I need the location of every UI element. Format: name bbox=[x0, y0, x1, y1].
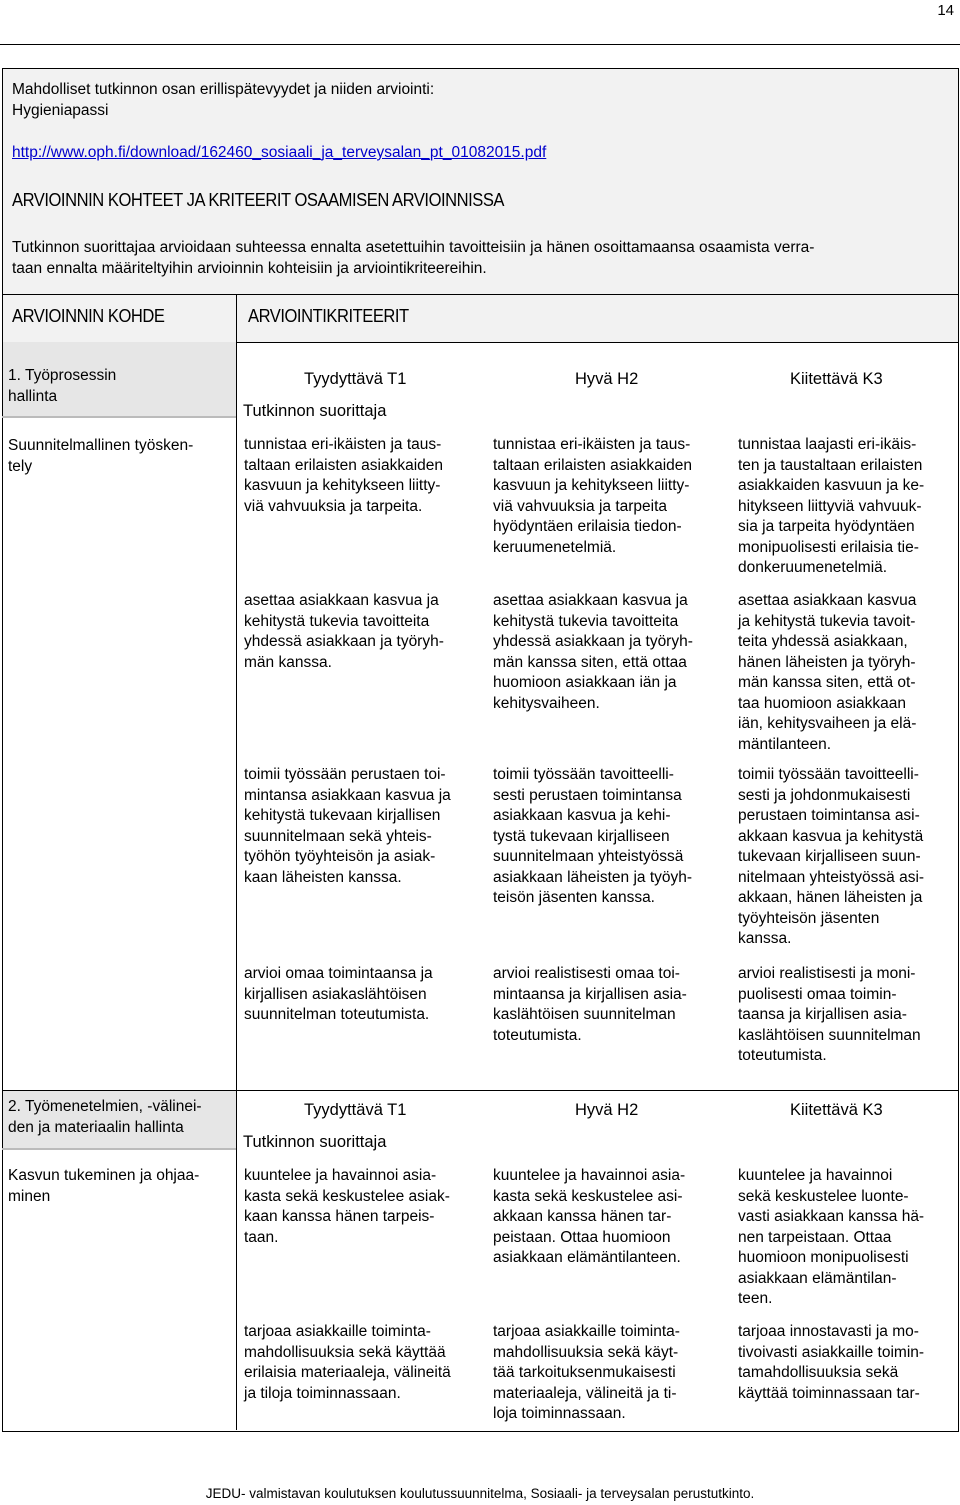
criteria-line-k3: arvioi realistisesti ja moni- bbox=[738, 965, 916, 982]
criteria-line-k3: taa huomioon asiakkaan bbox=[738, 694, 907, 712]
criteria-line-t1: tarjoaa asiakkaille toiminta- bbox=[244, 1323, 431, 1340]
performer-label: Tutkinnon suorittaja bbox=[243, 402, 387, 420]
column-header-target: ARVIOINNIN KOHDE bbox=[12, 306, 165, 326]
criteria-line-t1: kirjallisen asiakaslähtöisen bbox=[244, 985, 427, 1003]
level-t1: Tyydyttävä T1 bbox=[304, 370, 407, 388]
criteria-line-h2: kasvuun ja kehitykseen liitty- bbox=[493, 477, 690, 494]
section-2-head-rule bbox=[2, 1148, 236, 1150]
criteria-line-h2: tää tarkoituksenmukaisesti bbox=[493, 1364, 676, 1381]
intro-paragraph-line-2: taan ennalta määriteltyihin arvioinnin kohteisiin ja arviointikriteereihin. bbox=[12, 260, 487, 277]
criteria-line-t1: kaan läheisten kanssa. bbox=[244, 868, 402, 886]
criteria-line-t1: mintansa asiakkaan kasvua ja bbox=[244, 786, 451, 804]
criteria-line-t1: kaan kanssa hänen tarpeis- bbox=[244, 1208, 435, 1225]
page-number: 14 bbox=[937, 2, 954, 19]
criteria-line-k3: puolisesti omaa toimin- bbox=[738, 985, 897, 1003]
criteria-line-h2: kuuntelee ja havainnoi asia- bbox=[493, 1167, 686, 1184]
criteria-line-h2: asiakkaan kasvua ja kehi- bbox=[493, 807, 671, 824]
criteria-line-h2: materiaaleja, välineitä ja ti- bbox=[493, 1384, 677, 1402]
level-h2: Hyvä H2 bbox=[575, 370, 639, 388]
section-1-title-line-1: 1. Työprosessin bbox=[8, 367, 117, 384]
column-header-criteria: ARVIOINTIKRITEERIT bbox=[248, 306, 409, 326]
criteria-line-h2: tarjoaa asiakkaille toiminta- bbox=[493, 1323, 680, 1340]
criteria-line-k3: sekä keskustelee luonte- bbox=[738, 1187, 909, 1205]
section-2-title-line-1: 2. Työmenetelmien, -välinei- bbox=[8, 1098, 202, 1115]
criteria-line-k3: akkaan kasvua ja kehitystä bbox=[738, 827, 924, 845]
level-k3: Kiitettävä K3 bbox=[790, 370, 883, 388]
criteria-line-h2: mahdollisuuksia sekä käyt- bbox=[493, 1343, 679, 1361]
criteria-line-h2: tunnistaa eri-ikäisten ja taus- bbox=[493, 436, 691, 453]
section-2-sub-line-1: Kasvun tukeminen ja ohjaa- bbox=[8, 1167, 200, 1184]
criteria-line-t1: kasvuun ja kehitykseen liitty- bbox=[244, 477, 441, 494]
criteria-line-h2: män kanssa siten, että ottaa bbox=[493, 653, 687, 671]
criteria-line-k3: asiakkaan elämäntilan- bbox=[738, 1269, 897, 1287]
criteria-line-t1: män kanssa. bbox=[244, 653, 332, 671]
criteria-line-k3: kanssa. bbox=[738, 930, 792, 947]
section-1-sub-line-1: Suunnitelmallinen työsken- bbox=[8, 437, 194, 454]
criteria-line-h2: toimii työssään tavoitteelli- bbox=[493, 766, 674, 783]
criteria-line-k3: asiakkaiden kasvuun ja ke- bbox=[738, 477, 925, 494]
criteria-line-k3: toteutumista. bbox=[738, 1047, 827, 1064]
criteria-line-k3: ten ja taustaltaan erilaisten bbox=[738, 456, 923, 474]
criteria-line-h2: taltaan erilaisten asiakkaiden bbox=[493, 456, 693, 474]
criteria-line-t1: taltaan erilaisten asiakkaiden bbox=[244, 456, 444, 474]
criteria-line-h2: kehitystä tukevia tavoitteita bbox=[493, 612, 679, 630]
criteria-line-k3: vasti asiakkaan kanssa hä- bbox=[738, 1208, 925, 1225]
criteria-line-t1: erilaisia materiaaleja, välineitä bbox=[244, 1364, 451, 1381]
header-rule bbox=[0, 44, 960, 45]
criteria-line-k3: mäntilanteen. bbox=[738, 735, 832, 753]
criteria-line-t1: taan. bbox=[244, 1228, 279, 1246]
level-t1-s2: Tyydyttävä T1 bbox=[304, 1101, 407, 1119]
criteria-line-k3: taansa ja kirjallisen asia- bbox=[738, 1006, 907, 1023]
criteria-line-t1: tunnistaa eri-ikäisten ja taus- bbox=[244, 436, 442, 453]
criteria-line-t1: suunnitelmaan sekä yhteis- bbox=[244, 827, 432, 845]
criteria-line-k3: iän, kehitysvaiheen ja elä- bbox=[738, 715, 917, 732]
section-2-title-line-2: den ja materiaalin hallinta bbox=[8, 1119, 184, 1136]
criteria-line-k3: sia ja tarpeita hyödyntäen bbox=[738, 518, 915, 535]
header-row-rule bbox=[2, 294, 959, 295]
level-h2-s2: Hyvä H2 bbox=[575, 1101, 639, 1119]
criteria-line-k3: asettaa asiakkaan kasvua bbox=[738, 592, 917, 609]
criteria-line-h2: kehitysvaiheen. bbox=[493, 694, 600, 712]
criteria-line-t1: toimii työssään perustaen toi- bbox=[244, 766, 446, 783]
criteria-line-h2: arvioi realistisesti omaa toi- bbox=[493, 965, 680, 982]
criteria-line-h2: hyödyntäen erilaisia tiedon- bbox=[493, 518, 682, 535]
section-1-head-rule bbox=[2, 416, 236, 418]
criteria-line-k3: tivoivasti asiakkaille toimin- bbox=[738, 1343, 925, 1361]
performer-label-s2: Tutkinnon suorittaja bbox=[243, 1133, 387, 1151]
header-divider bbox=[236, 294, 237, 341]
criteria-line-t1: yhdessä asiakkaan ja työryh- bbox=[244, 633, 444, 650]
criteria-line-k3: teita yhdessä asiakkaan, bbox=[738, 633, 908, 650]
criteria-line-h2: mintaansa ja kirjallisen asia- bbox=[493, 985, 687, 1003]
criteria-line-h2: kaslähtöisen suunnitelman bbox=[493, 1006, 676, 1023]
criteria-line-h2: asiakkaan läheisten ja työyh- bbox=[493, 868, 693, 886]
criteria-line-h2: yhdessä asiakkaan ja työryh- bbox=[493, 633, 693, 650]
criteria-line-h2: tystä tukevaan kirjalliseen bbox=[493, 827, 670, 845]
criteria-line-k3: kuuntelee ja havainnoi bbox=[738, 1167, 893, 1184]
criteria-line-k3: perustaen toimintansa asi- bbox=[738, 807, 920, 824]
criteria-line-k3: män kanssa siten, että ot- bbox=[738, 674, 916, 691]
criteria-line-t1: kuuntelee ja havainnoi asia- bbox=[244, 1167, 437, 1184]
level-k3-s2: Kiitettävä K3 bbox=[790, 1101, 883, 1119]
criteria-line-h2: suunnitelmaan yhteistyössä bbox=[493, 848, 684, 865]
criteria-line-h2: toteutumista. bbox=[493, 1026, 582, 1044]
intro-paragraph-line-1: Tutkinnon suorittajaa arvioidaan suhteessa ennalta asetettuihin tavoitteisiin ja hänen osoittamaansa osaamista verra- bbox=[12, 239, 815, 256]
document-link[interactable]: http://www.oph.fi/download/162460_sosiaali_ja_terveysalan_pt_01082015.pdf bbox=[12, 144, 547, 161]
criteria-line-h2: sesti perustaen toimintansa bbox=[493, 786, 682, 804]
criteria-line-h2: teisön jäsenten kanssa. bbox=[493, 889, 655, 906]
criteria-line-k3: monipuolisesti erilaisia tie- bbox=[738, 538, 919, 556]
criteria-line-k3: tukevaan kirjalliseen suun- bbox=[738, 848, 921, 865]
criteria-line-t1: kehitystä tukevaan kirjallisen bbox=[244, 807, 441, 824]
criteria-line-k3: donkeruumenetelmiä. bbox=[738, 559, 888, 576]
criteria-line-h2: viä vahvuuksia ja tarpeita bbox=[493, 497, 668, 515]
criteria-line-k3: työyhteisön jäsenten bbox=[738, 909, 880, 927]
criteria-line-t1: mahdollisuuksia sekä käyttää bbox=[244, 1343, 446, 1361]
criteria-line-h2: akkaan kanssa hänen tar- bbox=[493, 1208, 672, 1225]
criteria-line-k3: kaslähtöisen suunnitelman bbox=[738, 1026, 921, 1044]
criteria-line-k3: tarjoaa innostavasti ja mo- bbox=[738, 1323, 919, 1340]
criteria-line-t1: ja tiloja toiminnassaan. bbox=[244, 1384, 401, 1402]
section-1-title-line-2: hallinta bbox=[8, 388, 58, 405]
criteria-line-h2: asiakkaan elämäntilanteen. bbox=[493, 1249, 681, 1266]
criteria-line-k3: huomioon monipuolisesti bbox=[738, 1249, 909, 1266]
criteria-line-k3: tamahdollisuuksia sekä bbox=[738, 1364, 899, 1381]
criteria-line-t1: kehitystä tukevia tavoitteita bbox=[244, 612, 430, 630]
criteria-line-t1: asettaa asiakkaan kasvua ja bbox=[244, 592, 439, 609]
criteria-line-k3: nen tarpeistaan. Ottaa bbox=[738, 1228, 892, 1246]
criteria-line-k3: sesti ja johdonmukaisesti bbox=[738, 786, 911, 804]
criteria-line-k3: käyttää toiminnassaan tar- bbox=[738, 1384, 920, 1402]
criteria-line-k3: nitelmaan yhteistyössä asi- bbox=[738, 868, 925, 886]
criteria-line-t1: arvioi omaa toimintaansa ja bbox=[244, 965, 433, 982]
criteria-line-h2: kasta sekä keskustelee asi- bbox=[493, 1187, 683, 1205]
criteria-line-k3: toimii työssään tavoitteelli- bbox=[738, 766, 919, 783]
criteria-line-h2: loja toiminnassaan. bbox=[493, 1405, 626, 1422]
criteria-line-k3: hänen läheisten ja työryh- bbox=[738, 653, 916, 671]
intro-subheading: Hygieniapassi bbox=[12, 102, 109, 119]
column-divider bbox=[236, 341, 237, 1430]
criteria-line-t1: suunnitelman toteutumista. bbox=[244, 1006, 430, 1023]
section-1-sub-line-2: tely bbox=[8, 458, 33, 475]
criteria-line-t1: työhön työyhteisön ja asiak- bbox=[244, 848, 436, 865]
criteria-line-t1: kasta sekä keskustelee asiak- bbox=[244, 1187, 450, 1205]
criteria-line-h2: peistaan. Ottaa huomioon bbox=[493, 1228, 671, 1246]
section-title: ARVIOINNIN KOHTEET JA KRITEERIT OSAAMISEN ARVIOINNISSA bbox=[12, 190, 505, 210]
criteria-line-t1: viä vahvuuksia ja tarpeita. bbox=[244, 497, 423, 515]
criteria-line-k3: tunnistaa laajasti eri-ikäis- bbox=[738, 436, 917, 453]
criteria-line-k3: akkaan, hänen läheisten ja bbox=[738, 889, 923, 906]
page-footer: JEDU- valmistavan koulutuksen koulutussuunnitelma, Sosiaali- ja terveysalan perustutkinto. bbox=[205, 1486, 755, 1501]
criteria-line-h2: keruumenetelmiä. bbox=[493, 538, 617, 556]
section-2-sub-line-2: minen bbox=[8, 1188, 51, 1205]
criteria-line-k3: hitykseen liittyviä vahvuuk- bbox=[738, 497, 922, 515]
criteria-line-k3: teen. bbox=[738, 1290, 773, 1307]
criteria-line-k3: ja kehitystä tukevia tavoit- bbox=[738, 612, 916, 630]
criteria-line-h2: asettaa asiakkaan kasvua ja bbox=[493, 592, 688, 609]
criteria-line-h2: huomioon asiakkaan iän ja bbox=[493, 674, 677, 691]
intro-heading: Mahdolliset tutkinnon osan erillispätevyydet ja niiden arviointi: bbox=[12, 81, 435, 98]
